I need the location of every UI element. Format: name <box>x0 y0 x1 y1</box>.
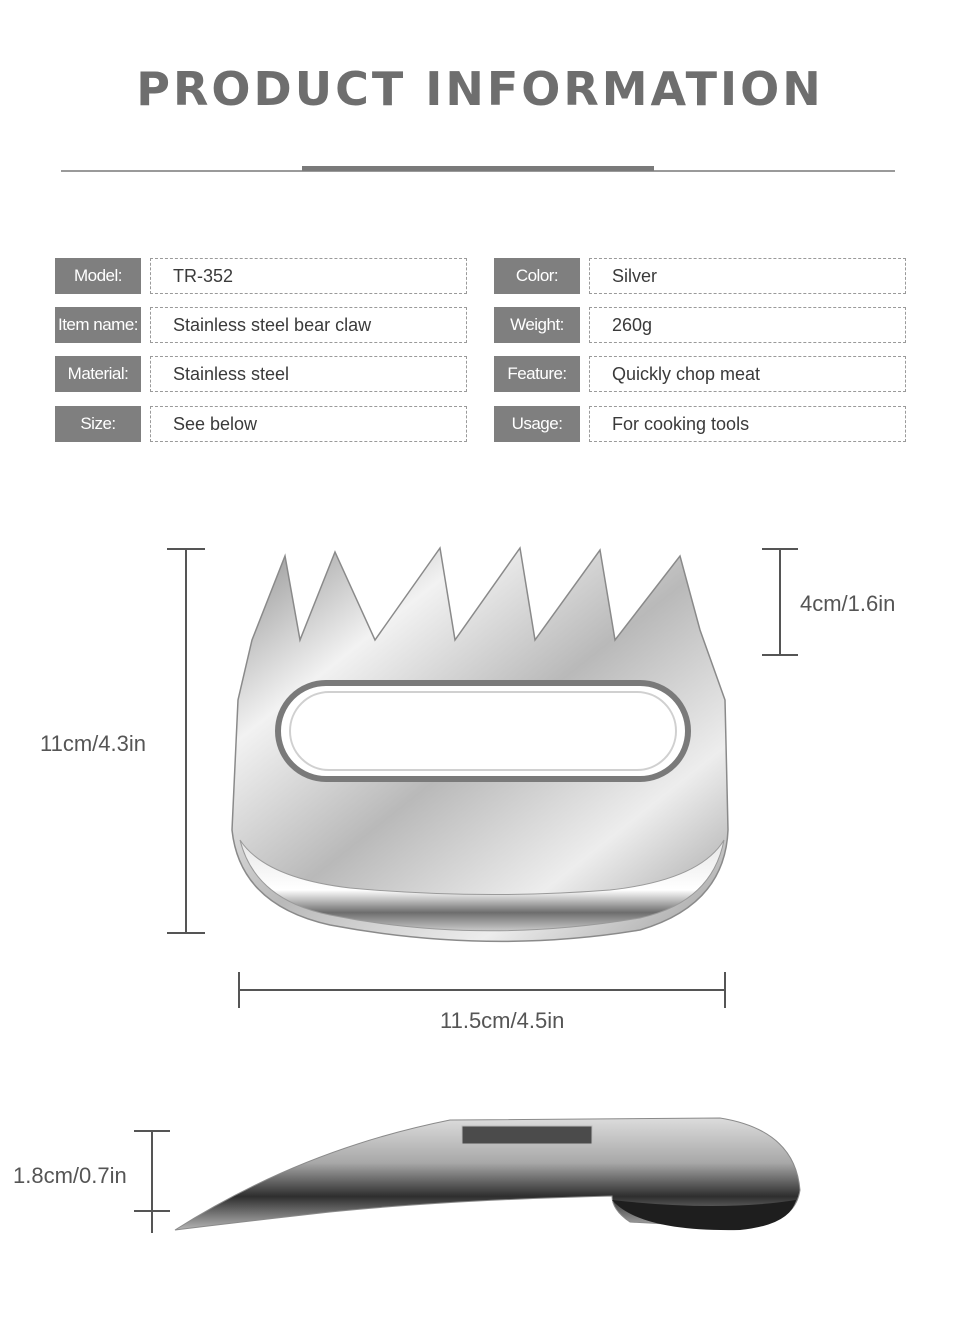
spec-label: Weight: <box>494 307 580 343</box>
spec-value: Silver <box>589 258 906 294</box>
spec-label: Size: <box>55 406 141 442</box>
spec-label: Model: <box>55 258 141 294</box>
spec-label: Feature: <box>494 356 580 392</box>
width-dimension-label: 11.5cm/4.5in <box>440 1008 565 1033</box>
thickness-dimension-label: 1.8cm/0.7in <box>13 1163 127 1188</box>
spec-value: For cooking tools <box>589 406 906 442</box>
spec-label: Material: <box>55 356 141 392</box>
spec-value: Stainless steel <box>150 356 467 392</box>
page-title: PRODUCT INFORMATION <box>136 62 824 116</box>
prong-length-dimension-label: 4cm/1.6in <box>800 591 896 616</box>
spec-value: Quickly chop meat <box>589 356 906 392</box>
side-grip-slot <box>462 1126 592 1144</box>
spec-value: Stainless steel bear claw <box>150 307 467 343</box>
spec-label: Item name: <box>55 307 141 343</box>
spec-value: See below <box>150 406 467 442</box>
spec-value: TR-352 <box>150 258 467 294</box>
spec-label: Usage: <box>494 406 580 442</box>
spec-value: 260g <box>589 307 906 343</box>
height-dimension-label: 11cm/4.3in <box>40 731 146 756</box>
spec-label: Color: <box>494 258 580 294</box>
thickness-dimension-line <box>134 1131 170 1233</box>
